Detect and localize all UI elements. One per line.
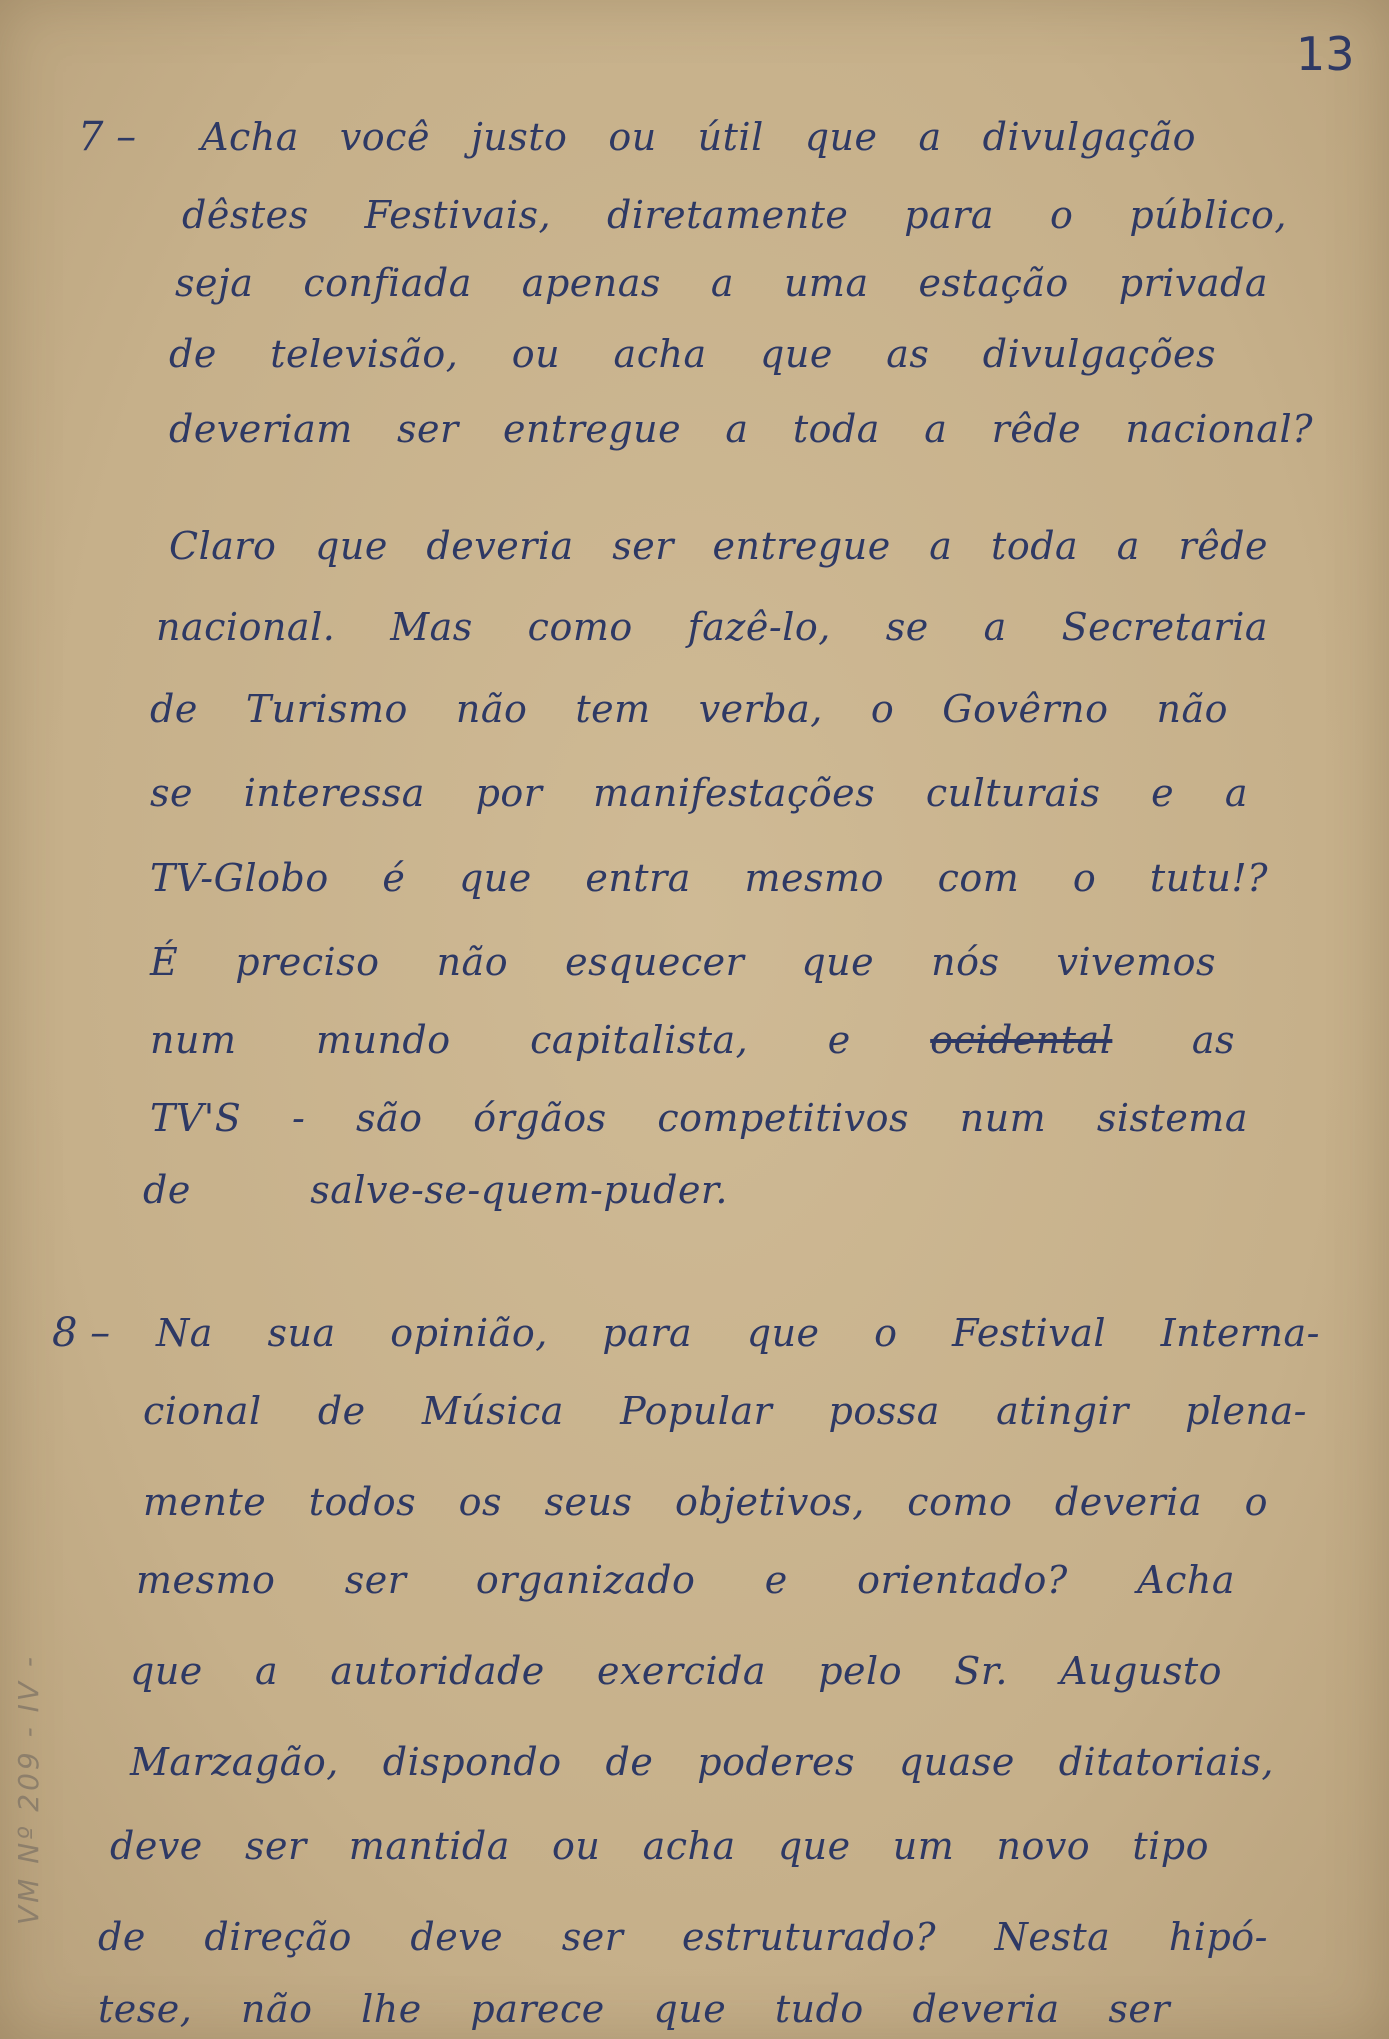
question-8-line: mesmo ser organizado e orientado? Acha	[136, 1558, 1235, 1602]
question-7-line: seja confiada apenas a uma estação privada	[175, 261, 1268, 305]
question-8-number: 8 –	[52, 1310, 111, 1356]
question-7-line: dêstes Festivais, diretamente para o público,	[182, 193, 1287, 237]
answer-7-line-continuation: as	[1191, 1018, 1235, 1062]
answer-7-line: Claro que deveria ser entregue a toda a rêde	[169, 524, 1268, 568]
question-8-line: mente todos os seus objetivos, como deveria o	[143, 1480, 1268, 1524]
answer-7-line-start: num mundo capitalista, e	[150, 1018, 851, 1062]
answer-7-line: nacional. Mas como fazê-lo, se a Secretaria	[156, 605, 1268, 649]
answer-7-line: de salve-se-quem-puder.	[143, 1168, 728, 1212]
page-number: 13	[1296, 27, 1355, 81]
question-8-line: deve ser mantida ou acha que um novo tipo	[110, 1824, 1209, 1868]
question-8-line: Na sua opinião, para que o Festival Interna-	[156, 1311, 1320, 1355]
answer-7-line: TV-Globo é que entra mesmo com o tutu!?	[150, 856, 1268, 900]
question-7-line: de televisão, ou acha que as divulgações	[169, 332, 1216, 376]
question-8-line: Marzagão, dispondo de poderes quase ditatoriais,	[130, 1740, 1274, 1784]
answer-7-line: É preciso não esquecer que nós vivemos	[150, 940, 1216, 984]
answer-7-line-with-correction	[150, 1016, 1235, 1064]
question-8-line: que a autoridade exercida pelo Sr. Augusto	[130, 1649, 1222, 1693]
question-7-line: Acha você justo ou útil que a divulgação	[201, 115, 1196, 159]
question-7-number: 7 –	[78, 114, 137, 160]
answer-7-line: se interessa por manifestações culturais e a	[150, 771, 1248, 815]
question-7-line: deveriam ser entregue a toda a rêde nacional?	[169, 407, 1313, 451]
question-8-line: cional de Música Popular possa atingir plena-	[143, 1389, 1307, 1433]
struck-word: ocidental	[930, 1018, 1113, 1062]
archive-margin-note: VM Nº 209 - IV -	[12, 1653, 45, 1925]
answer-7-line: TV'S - são órgãos competitivos num sistema	[150, 1096, 1248, 1140]
question-8-line: de direção deve ser estruturado? Nesta hipó-	[98, 1915, 1268, 1959]
question-8-line: tese, não lhe parece que tudo deveria ser	[98, 1987, 1170, 2031]
answer-7-line: de Turismo não tem verba, o Govêrno não	[150, 687, 1228, 731]
